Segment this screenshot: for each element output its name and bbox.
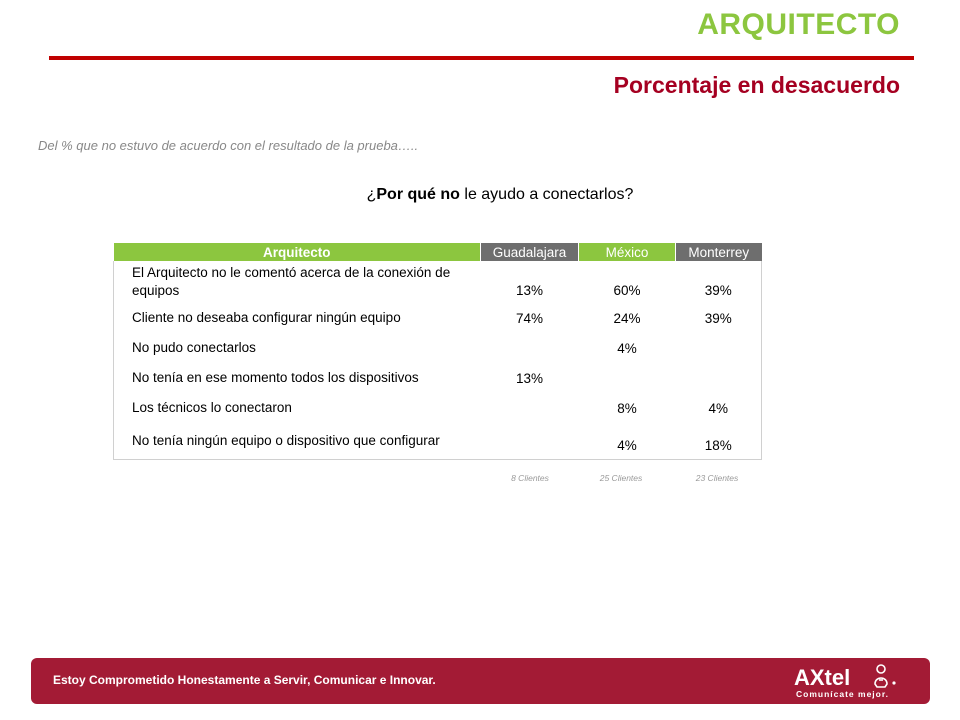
row-label: El Arquitecto no le comentó acerca de la conexión de equipos — [114, 261, 481, 303]
logo-dot-icon — [892, 681, 895, 684]
cell-guadalajara — [481, 423, 579, 459]
col-header-mexico: México — [579, 243, 676, 261]
cell-mexico: 8% — [617, 400, 637, 416]
cell-guadalajara: 13% — [515, 283, 544, 298]
client-count-mexico: 25 Clientes — [599, 473, 643, 483]
cell-mexico: 60% — [613, 283, 641, 298]
table-row — [114, 261, 762, 303]
cell-guadalajara: 74% — [515, 310, 544, 326]
page-title: ARQUITECTO — [697, 8, 900, 41]
row-label: Cliente no deseaba configurar ningún equipo — [114, 303, 481, 333]
cell-monterrey: 39% — [676, 261, 762, 303]
row-label: No tenía ningún equipo o dispositivo que configurar — [114, 423, 481, 459]
cell-mexico — [579, 363, 676, 393]
col-header-guadalajara: Guadalajara — [481, 243, 579, 261]
logo-wordmark: AXtel — [794, 665, 851, 690]
cell-guadalajara: 13% — [515, 370, 544, 386]
axtel-logo — [794, 662, 904, 700]
question-bold: Por qué no — [376, 186, 460, 203]
cell-mexico: 4% — [617, 340, 637, 356]
results-table — [113, 243, 762, 460]
col-header-monterrey: Monterrey — [676, 243, 762, 261]
row-label: Los técnicos lo conectaron — [114, 393, 481, 423]
table-header-row — [114, 243, 762, 261]
question-prefix: ¿ — [366, 186, 377, 203]
logo-figure-icon — [875, 665, 887, 687]
cell-monterrey — [676, 363, 762, 393]
footer-motto: Estoy Comprometido Honestamente a Servir, Comunicar e Innovar. — [53, 673, 436, 687]
question-suffix: le ayudo a conectarlos? — [459, 186, 634, 203]
client-count-monterrey: 23 Clientes — [695, 473, 739, 483]
cell-mexico: 4% — [579, 423, 676, 459]
row-label: No tenía en ese momento todos los dispositivos — [114, 363, 481, 393]
col-header-arquitecto: Arquitecto — [114, 243, 481, 261]
table-row — [114, 393, 762, 423]
table-row — [114, 303, 762, 333]
cell-monterrey: 4% — [676, 393, 762, 423]
table-row — [114, 363, 762, 393]
row-label: No pudo conectarlos — [114, 333, 481, 363]
cell-monterrey: 39% — [676, 303, 762, 333]
table-row — [114, 333, 762, 363]
header-divider — [49, 56, 914, 60]
table-row — [114, 423, 762, 459]
intro-text: Del % que no estuvo de acuerdo con el resultado de la prueba….. — [38, 138, 419, 153]
footer-bar — [31, 658, 930, 704]
cell-monterrey — [676, 333, 762, 363]
cell-monterrey: 18% — [676, 423, 762, 459]
cell-mexico: 24% — [613, 310, 641, 326]
client-count-guadalajara: 8 Clientes — [511, 473, 549, 483]
cell-guadalajara — [481, 333, 579, 363]
question-heading — [0, 186, 960, 204]
cell-guadalajara — [481, 393, 579, 423]
logo-tagline: Comunícate mejor. — [796, 689, 890, 699]
page-subtitle: Porcentaje en desacuerdo — [613, 72, 900, 98]
